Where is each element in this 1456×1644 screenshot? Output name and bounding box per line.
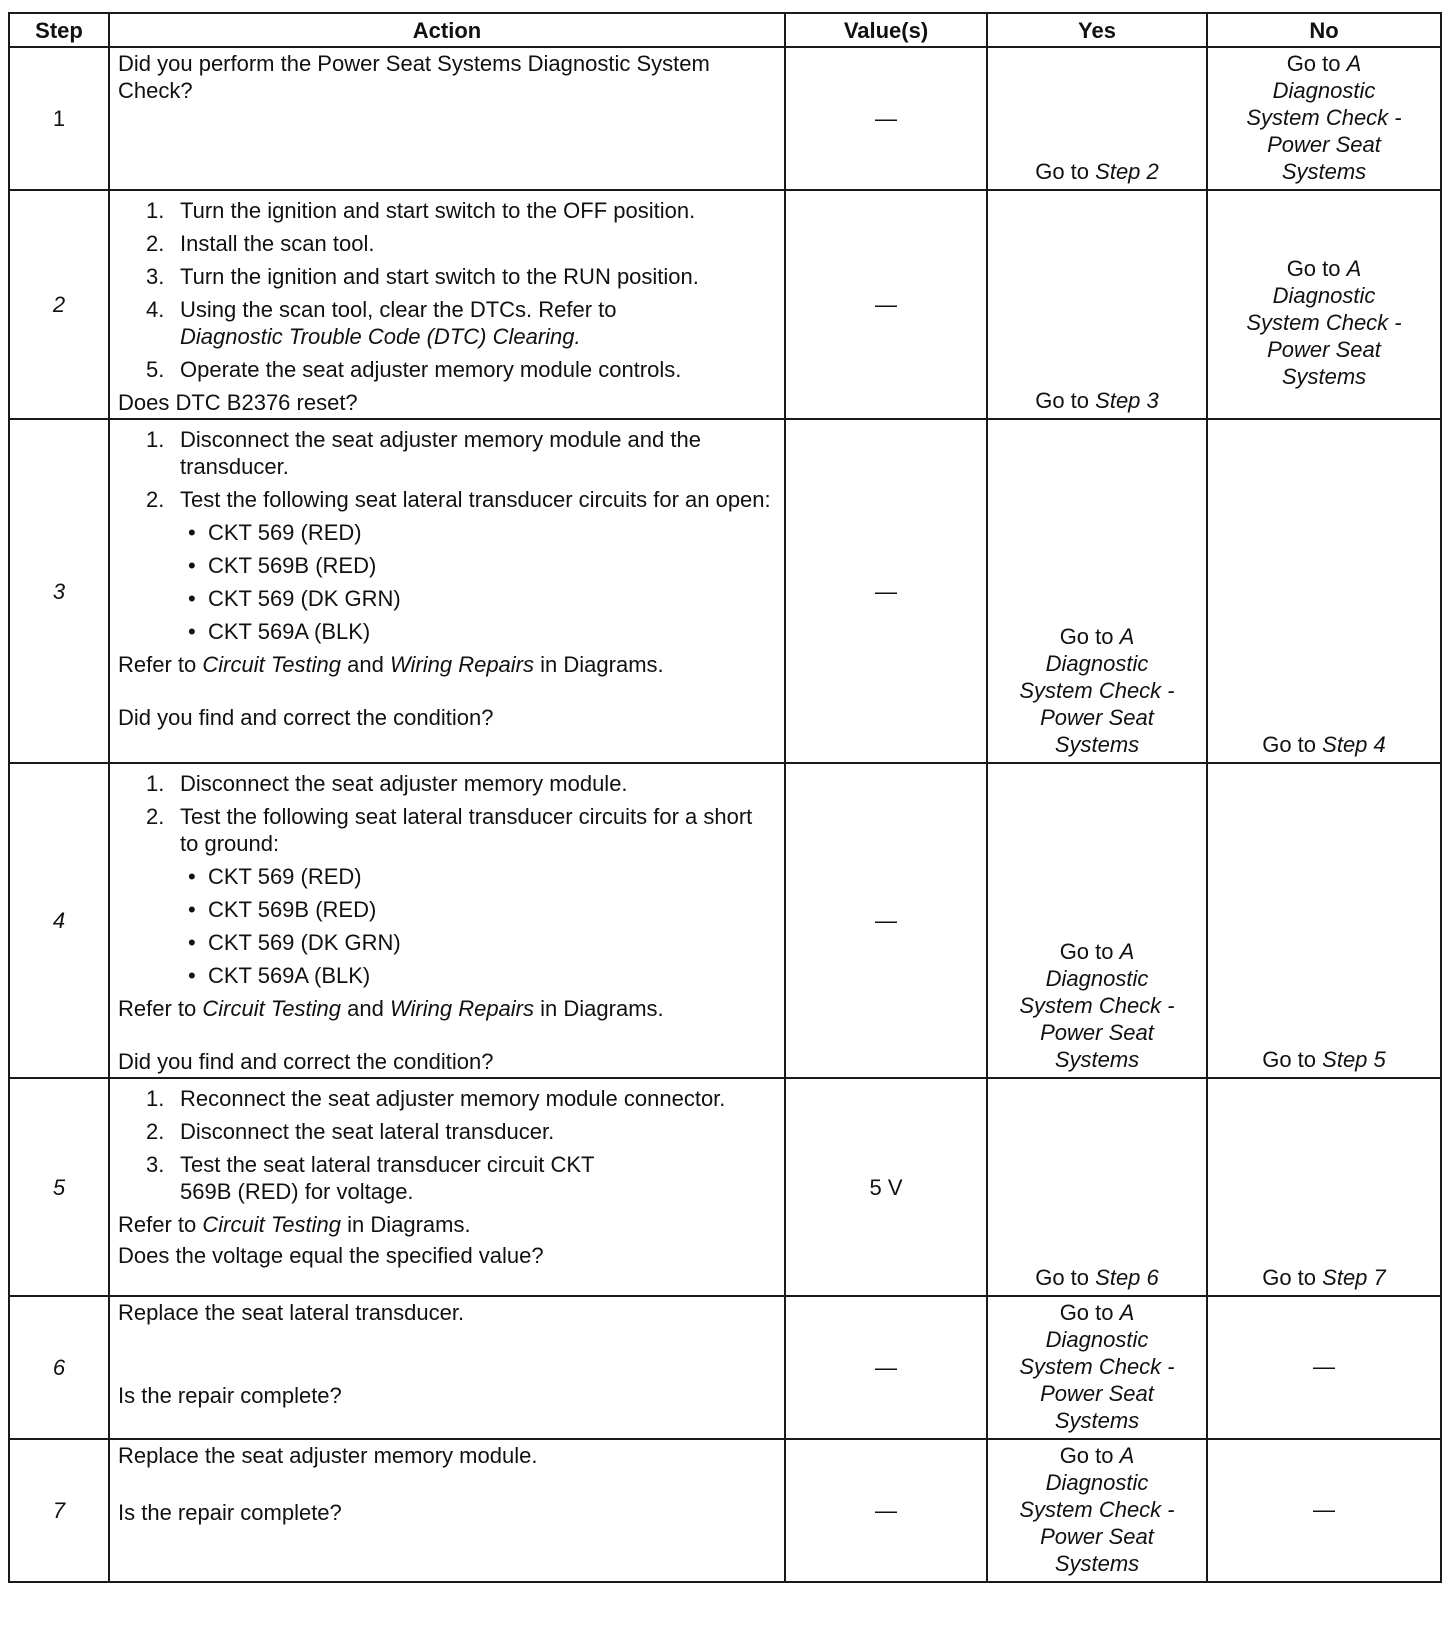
- instruction-list: [118, 426, 776, 513]
- goto-step-link[interactable]: Step 3: [1095, 388, 1159, 413]
- step-number: 1: [9, 47, 109, 190]
- action-cell: [109, 1439, 785, 1582]
- diagrams-link[interactable]: Diagrams.: [370, 1212, 471, 1237]
- action-cell: [109, 1078, 785, 1296]
- instruction-text: Replace the seat adjuster memory module.: [118, 1443, 538, 1468]
- circuit-list: [118, 519, 776, 645]
- action-cell: [109, 763, 785, 1078]
- goto-diagnostic-link[interactable]: [1212, 255, 1436, 390]
- instruction-list: [118, 1085, 776, 1205]
- systems-label: Systems: [1281, 364, 1367, 389]
- system-check-label: System Check -: [1246, 310, 1402, 335]
- a-label: A: [1346, 51, 1362, 76]
- table-row-step-6: [9, 1296, 1441, 1439]
- no-cell: [1207, 190, 1441, 419]
- list-item: 2. Install the scan tool.: [146, 231, 375, 256]
- yes-cell: [987, 1296, 1207, 1439]
- a-label: A: [1346, 256, 1362, 281]
- goto-diagnostic-link[interactable]: [1212, 50, 1436, 185]
- list-item: 2. Test the following seat lateral transducer circuits for an open:: [146, 487, 771, 512]
- diagnostic-table-page: [8, 12, 1440, 1583]
- power-seat-label: Power Seat: [1040, 1020, 1154, 1045]
- systems-label: Systems: [1054, 1408, 1140, 1433]
- system-check-label: System Check -: [1019, 678, 1175, 703]
- action-cell: [109, 419, 785, 763]
- yes-cell: [987, 763, 1207, 1078]
- a-label: A: [1119, 939, 1135, 964]
- reference-text: Refer to Circuit Testing in Diagrams.: [118, 1212, 471, 1237]
- action-cell: [109, 47, 785, 190]
- diagrams-link[interactable]: Diagrams.: [563, 996, 664, 1021]
- reference-text: Refer to Circuit Testing and Wiring Repairs in Diagrams.: [118, 652, 664, 677]
- list-item: 1. Turn the ignition and start switch to the OFF position.: [146, 198, 696, 223]
- list-item: 3. Turn the ignition and start switch to the RUN position.: [146, 264, 699, 289]
- goto-diagnostic-link[interactable]: [992, 938, 1202, 1073]
- step-number: 6: [9, 1296, 109, 1439]
- table-row-step-2: [9, 190, 1441, 419]
- list-item: 2. Test the following seat lateral transducer circuits for a short to ground:: [146, 804, 753, 856]
- circuit-testing-link[interactable]: Circuit Testing: [202, 652, 341, 677]
- goto-step-link[interactable]: Step 2: [1095, 159, 1159, 184]
- value-cell: —: [785, 190, 987, 419]
- instruction-list: [118, 770, 776, 857]
- question-text: Did you find and correct the condition?: [118, 1049, 494, 1074]
- diagrams-link[interactable]: Diagrams.: [563, 652, 664, 677]
- goto-diagnostic-link[interactable]: [992, 1442, 1202, 1577]
- power-seat-label: Power Seat: [1040, 1524, 1154, 1549]
- value-cell: —: [785, 1439, 987, 1582]
- power-seat-label: Power Seat: [1267, 337, 1381, 362]
- no-cell: [1207, 763, 1441, 1078]
- value-cell: —: [785, 419, 987, 763]
- list-item: • CKT 569A (BLK): [188, 619, 371, 644]
- yes-cell: [987, 1078, 1207, 1296]
- list-item: 3. Test the seat lateral transducer circuit CKT 569B (RED) for voltage.: [146, 1152, 595, 1204]
- diagnostic-label: Diagnostic: [1045, 966, 1149, 991]
- yes-cell: [987, 47, 1207, 190]
- a-label: A: [1119, 1300, 1135, 1325]
- goto-step-link[interactable]: Step 7: [1322, 1265, 1386, 1290]
- systems-label: Systems: [1281, 159, 1367, 184]
- goto-step-link[interactable]: Step 4: [1322, 732, 1386, 757]
- no-cell: —: [1207, 1296, 1441, 1439]
- step-number: 3: [9, 419, 109, 763]
- yes-cell: [987, 1439, 1207, 1582]
- goto-diagnostic-link[interactable]: [992, 623, 1202, 758]
- power-seat-label: Power Seat: [1267, 132, 1381, 157]
- diagnostic-label: Diagnostic: [1272, 283, 1376, 308]
- step-number: 7: [9, 1439, 109, 1582]
- question-text: Is the repair complete?: [118, 1500, 342, 1525]
- goto-diagnostic-link[interactable]: [992, 1299, 1202, 1434]
- wiring-repairs-link[interactable]: Wiring Repairs: [389, 996, 535, 1021]
- header-no: No: [1207, 13, 1441, 47]
- power-seat-label: Power Seat: [1040, 1381, 1154, 1406]
- list-item: 1. Reconnect the seat adjuster memory module connector.: [146, 1086, 726, 1111]
- value-cell: —: [785, 1296, 987, 1439]
- diagnostic-table: [8, 12, 1442, 1583]
- list-item: 1. Disconnect the seat adjuster memory module and the transducer.: [146, 427, 701, 479]
- instruction-list: [118, 197, 776, 383]
- list-item: • CKT 569B (RED): [188, 553, 377, 578]
- diagnostic-label: Diagnostic: [1045, 651, 1149, 676]
- diagnostic-label: Diagnostic: [1045, 1327, 1149, 1352]
- circuit-testing-link[interactable]: Circuit Testing: [202, 1212, 341, 1237]
- question-text: Did you find and correct the condition?: [118, 705, 494, 730]
- question-text: Did you perform the Power Seat Systems Diagnostic System Check?: [118, 51, 710, 103]
- goto-step-link[interactable]: Step 5: [1322, 1047, 1386, 1072]
- no-cell: [1207, 419, 1441, 763]
- systems-label: Systems: [1054, 1551, 1140, 1576]
- header-row: [9, 13, 1441, 47]
- action-cell: [109, 1296, 785, 1439]
- reference-text: Refer to Circuit Testing and Wiring Repairs in Diagrams.: [118, 996, 664, 1021]
- goto-label: Go to: [1059, 1300, 1114, 1325]
- header-step: Step: [9, 13, 109, 47]
- no-cell: —: [1207, 1439, 1441, 1582]
- a-label: A: [1119, 1443, 1135, 1468]
- circuit-testing-link[interactable]: Circuit Testing: [202, 996, 341, 1021]
- yes-cell: [987, 190, 1207, 419]
- question-text: Is the repair complete?: [118, 1383, 342, 1408]
- goto-label: Go to: [1286, 256, 1341, 281]
- table-row-step-3: [9, 419, 1441, 763]
- goto-label: Go to: [1059, 1443, 1114, 1468]
- list-item: • CKT 569B (RED): [188, 897, 377, 922]
- diagnostic-label: Diagnostic: [1272, 78, 1376, 103]
- question-text: Does DTC B2376 reset?: [118, 390, 358, 415]
- list-item: 2. Disconnect the seat lateral transducer.: [146, 1119, 555, 1144]
- yes-cell: [987, 419, 1207, 763]
- goto-label: Go to: [1035, 388, 1090, 413]
- step-number: 2: [9, 190, 109, 419]
- list-item: • CKT 569 (DK GRN): [188, 586, 401, 611]
- no-cell: [1207, 1078, 1441, 1296]
- question-text: Does the voltage equal the specified value?: [118, 1243, 544, 1268]
- action-cell: [109, 190, 785, 419]
- instruction-text: Replace the seat lateral transducer.: [118, 1300, 465, 1325]
- systems-label: Systems: [1054, 1047, 1140, 1072]
- circuit-list: [118, 863, 776, 989]
- system-check-label: System Check -: [1246, 105, 1402, 130]
- power-seat-label: Power Seat: [1040, 705, 1154, 730]
- table-row-step-5: [9, 1078, 1441, 1296]
- dtc-clearing-link[interactable]: Diagnostic Trouble Code (DTC) Clearing.: [180, 324, 581, 349]
- step-number: 4: [9, 763, 109, 1078]
- goto-label: Go to: [1035, 159, 1090, 184]
- value-cell: —: [785, 763, 987, 1078]
- header-action: Action: [109, 13, 785, 47]
- value-cell: —: [785, 47, 987, 190]
- system-check-label: System Check -: [1019, 1354, 1175, 1379]
- step-number: 5: [9, 1078, 109, 1296]
- wiring-repairs-link[interactable]: Wiring Repairs: [389, 652, 535, 677]
- goto-step-link[interactable]: Step 6: [1095, 1265, 1159, 1290]
- list-item: 5. Operate the seat adjuster memory module controls.: [146, 357, 682, 382]
- table-row-step-4: [9, 763, 1441, 1078]
- list-item: • CKT 569 (RED): [188, 864, 362, 889]
- systems-label: Systems: [1054, 732, 1140, 757]
- system-check-label: System Check -: [1019, 1497, 1175, 1522]
- list-item: • CKT 569 (DK GRN): [188, 930, 401, 955]
- no-cell: [1207, 47, 1441, 190]
- header-values: Value(s): [785, 13, 987, 47]
- goto-label: Go to: [1059, 939, 1114, 964]
- table-row-step-7: [9, 1439, 1441, 1582]
- a-label: A: [1119, 624, 1135, 649]
- goto-label: Go to: [1035, 1265, 1090, 1290]
- list-item: 4. Using the scan tool, clear the DTCs. Refer to Diagnostic Trouble Code (DTC) Clearing.: [146, 297, 617, 349]
- goto-label: Go to: [1262, 1047, 1317, 1072]
- goto-label: Go to: [1262, 732, 1317, 757]
- goto-label: Go to: [1059, 624, 1114, 649]
- list-item: • CKT 569A (BLK): [188, 963, 371, 988]
- value-cell: 5 V: [785, 1078, 987, 1296]
- system-check-label: System Check -: [1019, 993, 1175, 1018]
- header-yes: Yes: [987, 13, 1207, 47]
- diagnostic-label: Diagnostic: [1045, 1470, 1149, 1495]
- list-item: 1. Disconnect the seat adjuster memory module.: [146, 771, 628, 796]
- table-row-step-1: [9, 47, 1441, 190]
- goto-label: Go to: [1286, 51, 1341, 76]
- list-item: • CKT 569 (RED): [188, 520, 362, 545]
- goto-label: Go to: [1262, 1265, 1317, 1290]
